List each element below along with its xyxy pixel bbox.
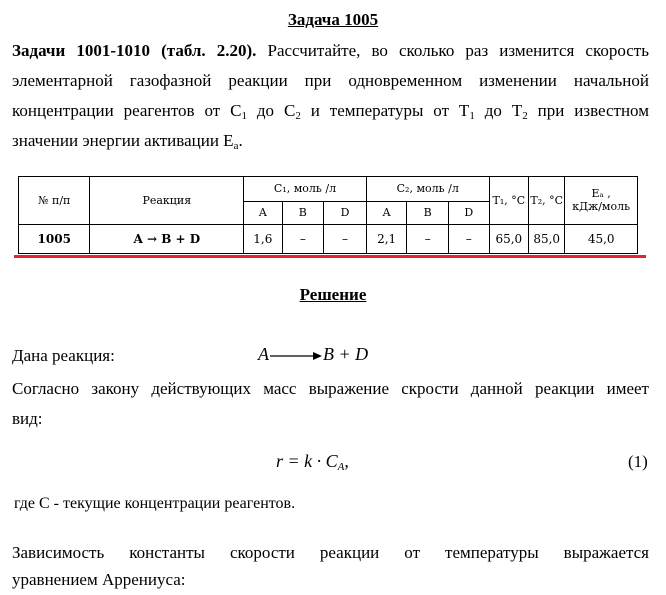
where-text: где C - текущие концентрации реагентов.	[14, 495, 296, 512]
solution-title: Решение	[299, 285, 367, 304]
problem-text-line-1	[12, 36, 649, 66]
cell-c1-d: –	[324, 224, 367, 253]
subscript: 1	[469, 110, 475, 122]
problem-text-line-4	[12, 126, 649, 156]
header-ea-unit: кДж/моль	[572, 200, 631, 214]
subheader-c2-a: A	[366, 201, 407, 224]
problem-text-span: Рассчитайте, во сколько раз изменится скорость	[256, 41, 649, 60]
law-text-line-1: Согласно закону действующих масс выражение скрости данной реакции имеет	[12, 379, 649, 398]
header-reaction: Реакция	[90, 177, 244, 225]
subheader-c2-d: D	[449, 201, 490, 224]
cell-t1: 65,0	[489, 224, 528, 253]
subscript: 2	[295, 110, 301, 122]
rate-comma: ,	[344, 451, 349, 471]
subheader-c2-b: B	[407, 201, 449, 224]
cell-c2-b: –	[407, 224, 449, 253]
cell-c2-d: –	[449, 224, 490, 253]
reactant: A	[258, 344, 269, 364]
subheader-c1-a: A	[244, 201, 282, 224]
problem-title: Задача 1005	[287, 10, 379, 29]
header-c2: C₂, моль /л	[366, 177, 489, 202]
subscript: 2	[522, 110, 528, 122]
header-no: № п/п	[19, 177, 90, 225]
law-text-line-2: вид:	[12, 409, 43, 428]
right-arrow-icon	[269, 350, 323, 362]
arrhenius-text-line-2: уравнением Аррениуса:	[12, 570, 186, 589]
products: B + D	[323, 344, 369, 364]
text-span: до T	[474, 101, 523, 120]
given-reaction-label: Дана реакция:	[12, 346, 115, 365]
cell-no: 1005	[19, 224, 90, 253]
reaction-equation	[258, 344, 368, 365]
subscript: A	[337, 461, 345, 473]
subscript: 1	[241, 110, 247, 122]
header-ea	[565, 177, 638, 225]
text-span: значении энергии активации E	[12, 131, 234, 150]
text-span: .	[238, 131, 243, 150]
cell-reaction: A → B + D	[90, 224, 244, 253]
subheader-c1-b: B	[282, 201, 324, 224]
problem-text-line-2: элементарной газофазной реакции при одновременном изменении начальной	[12, 71, 649, 90]
header-c1: C₁, моль /л	[244, 177, 367, 202]
rate-expression: r = k · C	[276, 451, 338, 471]
problem-range-label: Задачи 1001-1010 (табл. 2.20).	[12, 41, 257, 60]
text-span: до C	[246, 101, 296, 120]
text-span: при известном	[527, 101, 649, 120]
cell-c1-b: –	[282, 224, 324, 253]
problem-text-line-3	[12, 96, 649, 126]
header-ea-symbol: Eₐ ,	[591, 187, 611, 201]
subheader-c1-d: D	[324, 201, 367, 224]
cell-t2: 85,0	[529, 224, 565, 253]
cell-ea: 45,0	[565, 224, 638, 253]
text-span: и температуры от T	[300, 101, 470, 120]
text-span: концентрации реагентов от C	[12, 101, 242, 120]
highlight-underline	[14, 255, 646, 258]
cell-c2-a: 2,1	[366, 224, 407, 253]
subscript: a	[233, 140, 239, 152]
header-t2: T₂, °C	[529, 177, 565, 225]
rate-equation	[276, 451, 349, 472]
equation-number: (1)	[628, 452, 648, 471]
cell-c1-a: 1,6	[244, 224, 282, 253]
data-table	[18, 176, 638, 254]
header-t1: T₁, °C	[489, 177, 528, 225]
arrhenius-text-line-1: Зависимость константы скорости реакции от температуры выражается	[12, 543, 649, 562]
